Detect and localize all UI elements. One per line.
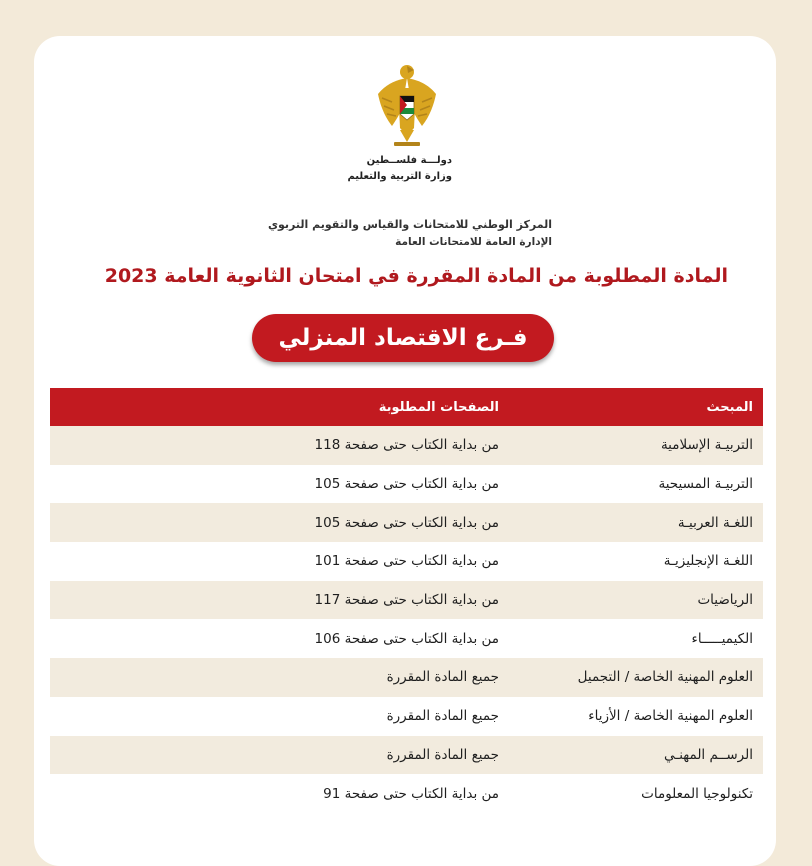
pages-cell: جميع المادة المقررة — [386, 708, 499, 725]
subject-cell: العلوم المهنية الخاصة / الأزياء — [588, 708, 753, 725]
state-name: دولـــة فلســطين — [366, 155, 452, 166]
pages-cell: من بداية الكتاب حتى صفحة 105 — [314, 514, 499, 531]
palestine-eagle-emblem — [374, 58, 440, 150]
pages-cell: من بداية الكتاب حتى صفحة 117 — [314, 592, 499, 609]
required-pages-table — [50, 388, 763, 813]
subject-cell: التربيـة المسيحية — [658, 476, 753, 493]
subject-cell: الكيميـــــاء — [691, 630, 753, 647]
table-body — [50, 426, 763, 813]
subject-cell: التربيـة الإسلامية — [660, 437, 753, 454]
subject-cell: تكنولوجيا المعلومات — [641, 785, 753, 802]
pages-cell: جميع المادة المقررة — [386, 746, 499, 763]
table-header — [50, 388, 763, 426]
ministry-name: وزارة التربية والتعليم — [347, 171, 452, 182]
pages-cell: جميع المادة المقررة — [386, 669, 499, 686]
branch-label: فـرع الاقتصاد المنزلي — [278, 325, 528, 351]
subject-cell: الرســم المهنـي — [664, 746, 753, 763]
header-subject: المبحث — [706, 399, 753, 415]
table-row — [50, 736, 763, 775]
center-name: المركز الوطني للامتحانات والقياس والتقويم التربوي — [267, 218, 552, 231]
pages-cell: من بداية الكتاب حتى صفحة 105 — [314, 476, 499, 493]
table-row — [50, 465, 763, 504]
table-row — [50, 658, 763, 697]
pages-cell: من بداية الكتاب حتى صفحة 101 — [314, 553, 499, 570]
table-row — [50, 542, 763, 581]
subject-cell: العلوم المهنية الخاصة / التجميل — [577, 669, 753, 686]
header-pages: الصفحات المطلوبة — [378, 399, 499, 415]
table-row — [50, 697, 763, 736]
subject-cell: اللغـة الإنجليزيـة — [663, 553, 753, 570]
subject-cell: اللغـة العربيـة — [677, 514, 753, 531]
department-name: الإدارة العامة للامتحانات العامة — [395, 236, 552, 248]
pages-cell: من بداية الكتاب حتى صفحة 118 — [314, 437, 499, 454]
table-row — [50, 774, 763, 813]
page-title: المادة المطلوبة من المادة المقررة في امتحان الثانوية العامة 2023 — [104, 265, 728, 287]
subject-cell: الرياضيات — [697, 592, 753, 609]
table-row — [50, 581, 763, 620]
table-row — [50, 503, 763, 542]
table-row — [50, 426, 763, 465]
pages-cell: من بداية الكتاب حتى صفحة 106 — [314, 630, 499, 647]
pages-cell: من بداية الكتاب حتى صفحة 91 — [323, 785, 499, 802]
branch-badge — [252, 314, 554, 362]
table-row — [50, 619, 763, 658]
